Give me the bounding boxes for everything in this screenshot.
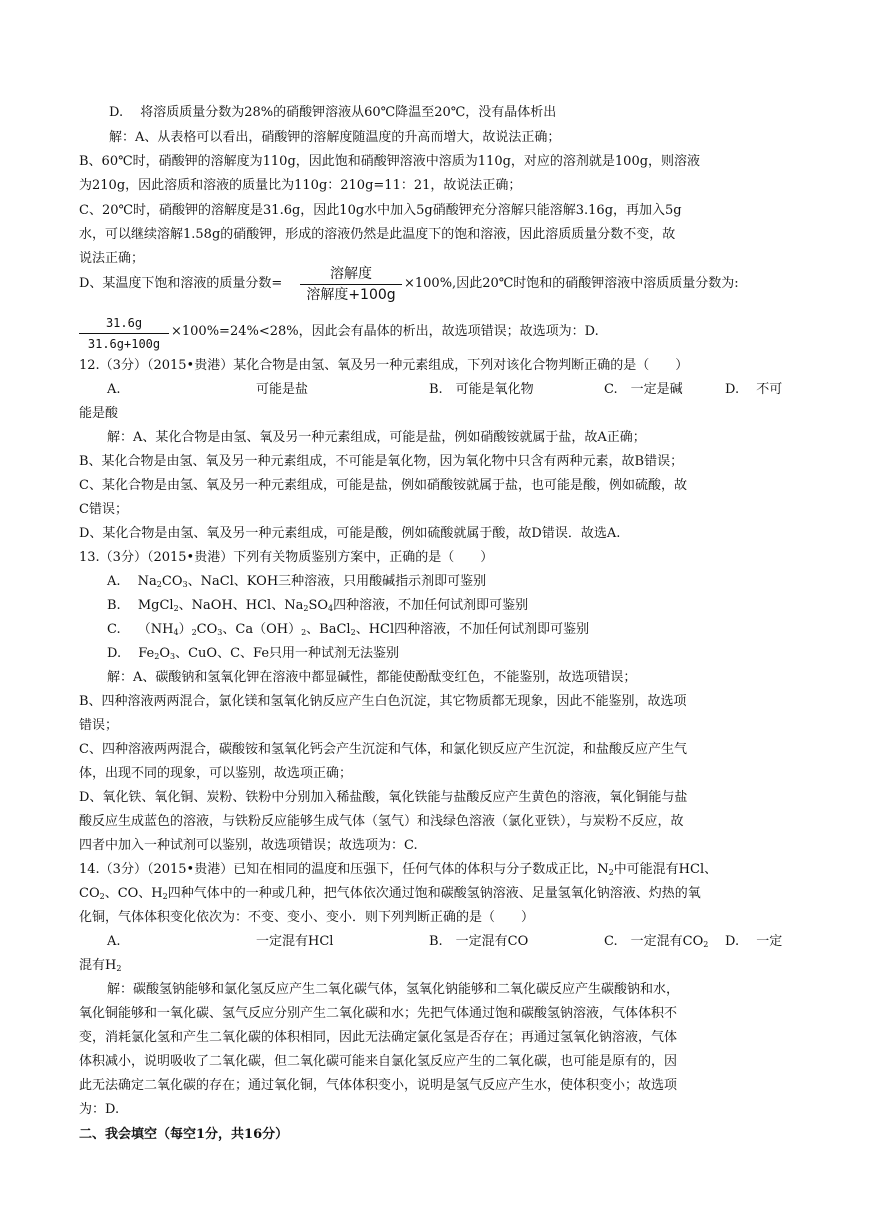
q12-options	[107, 380, 807, 400]
q13-solution-b-line2: 错误；	[79, 718, 119, 733]
q11-solution-c-line3: 说法正确；	[79, 251, 145, 266]
text: 、NaCl、KOH三种溶液，只用酸碱指示剂即可鉴别	[187, 574, 487, 589]
q13-solution-c-line1: C、四种溶液两两混合，碳酸铵和氢氧化钙会产生沉淀和气体，和氯化钡反应产生沉淀，和盐酸反应产生气	[79, 742, 687, 757]
text: 、NaOH、HCl、Na	[178, 598, 304, 613]
q11-solution-a: 解：A、从表格可以看出，硝酸钾的溶解度随温度的升高而增大，故说法正确；	[109, 130, 561, 145]
text: 四种气体中的一种或几种，把气体依次通过饱和碳酸氢钠溶液、足量氢氧化钠溶液、灼热的氧	[167, 886, 701, 901]
q12-solution-a: 解：A、某化合物是由氢、氧及另一种元素组成，可能是盐，例如硝酸铵就属于盐，故A正确；	[107, 430, 646, 445]
text: 、Ca（OH）	[222, 622, 302, 637]
q13-solution-d-line2: 酸反应生成蓝色的溶液，与铁粉反应能够生成气体（氢气）和浅绿色溶液（氯化亚铁），与炭粉不反应，故	[79, 814, 684, 829]
formula-suffix: ×100%,因此20℃时饱和的硝酸钾溶液中溶质质量分数为:	[404, 276, 739, 291]
text: ）	[178, 622, 192, 637]
q12-option-a-label: A.	[107, 382, 121, 397]
q12-solution-b: B、某化合物是由氢、氧及另一种元素组成，不可能是氧化物，因为氧化物中只含有两种元素，故B错误；	[79, 454, 684, 469]
subscript: 2	[154, 652, 160, 661]
text: SO	[308, 598, 329, 613]
q13-option-d	[107, 644, 399, 664]
text: A. Na	[107, 574, 157, 589]
q11-solution-d-line1	[79, 274, 282, 294]
q14-option-d-cont	[79, 956, 121, 976]
subscript: 2	[303, 604, 309, 613]
q14-question-line3: 化铜，气体体积变化依次为：不变、变小、变小．则下列判断正确的是（ ）	[79, 910, 535, 925]
text: O	[159, 646, 170, 661]
q14-solution-line4: 体积减小，说明吸收了二氧化碳，但二氧化碳可能来自氯化氢反应产生的二氧化碳，也可能是原有的，因	[79, 1054, 678, 1069]
subscript: 3	[182, 580, 188, 589]
text: CO	[161, 574, 183, 589]
subscript: 2	[703, 940, 709, 949]
q14-solution-line6: 为：D.	[79, 1102, 120, 1117]
q14-option-a-label: A.	[107, 934, 121, 949]
q13-question: 13.（3分）（2015•贵港）下列有关物质鉴别方案中，正确的是（ ）	[79, 550, 494, 565]
text: C. （NH	[107, 622, 174, 637]
text: CO	[79, 886, 100, 901]
q12-question: 12.（3分）（2015•贵港）某化合物是由氢、氧及另一种元素组成，下列对该化合物判断正确的是（ ）	[79, 358, 689, 373]
subscript: 3	[170, 652, 176, 661]
subscript: 2	[173, 604, 179, 613]
fraction-denominator: 31.6g+100g	[87, 337, 161, 351]
q14-question-line2	[79, 884, 701, 904]
subscript: 2	[156, 580, 162, 589]
q13-solution-d-line1: D、氧化铁、氧化铜、炭粉、铁粉中分别加入稀盐酸，氧化铁能与盐酸反应产生黄色的溶液，氧化铜能与盐	[79, 790, 688, 805]
text: 、CuO、C、Fe只用一种试剂无法鉴别	[175, 646, 400, 661]
text: 混有H	[79, 958, 117, 973]
q13-option-c	[107, 620, 589, 640]
text: 14.（3分）（2015•贵港）已知在相同的温度和压强下，任何气体的体积与分子数成正比，N	[79, 862, 609, 877]
q11-solution-c-line2: 水，可以继续溶解1.58g的硝酸钾，形成的溶液仍然是此温度下的饱和溶液，因此溶质质量分数不变，故	[79, 227, 676, 242]
q13-option-b	[107, 596, 528, 616]
text: CO	[196, 622, 218, 637]
q11-solution-c-line1: C、20℃时，硝酸钾的溶解度是31.6g，因此10g水中加入5g硝酸钾充分溶解只能溶解3.16g，再加入5g	[79, 203, 682, 218]
q14-option-a-text: 一定混有HCl	[256, 934, 334, 949]
subscript: 2	[608, 868, 614, 877]
text: B. MgCl	[107, 598, 174, 613]
q14-options	[107, 932, 807, 952]
q12-solution-c-line2: C错误；	[79, 502, 128, 517]
q14-solution-line1: 解：碳酸氢钠能够和氯化氢反应产生二氧化碳气体，氢氧化钠能够和二氧化碳反应产生碳酸钠和水，	[107, 982, 680, 997]
q11-solution-b-line2: 为210g，因此溶质和溶液的质量比为110g：210g=11：21，故说法正确；	[79, 178, 522, 193]
subscript: 2	[116, 964, 122, 973]
text: 、HCl四种溶液，不加任何试剂即可鉴别	[355, 622, 590, 637]
q12-option-d-cont: 能是酸	[79, 406, 119, 421]
subscript: 2	[191, 628, 197, 637]
q12-option-a-text: 可能是盐	[256, 382, 309, 397]
formula-prefix: D、某温度下饱和溶液的质量分数=	[79, 276, 283, 291]
q12-option-c: C. 一定是碱	[604, 382, 683, 397]
subscript: 2	[350, 628, 356, 637]
subscript: 4	[328, 604, 334, 613]
q11-solution-b-line1: B、60℃时，硝酸钾的溶解度为110g，因此饱和硝酸钾溶液中溶质为110g，对应的溶剂就是100g，则溶液	[79, 154, 701, 169]
q14-solution-line5: 此无法确定二氧化碳的存在；通过氧化铜，气体体积变小，说明是氢气反应产生水，使体积变小；故选项	[79, 1078, 678, 1093]
q12-option-b: B. 可能是氧化物	[429, 382, 534, 397]
subscript: 3	[217, 628, 223, 637]
q13-solution-b-line1: B、四种溶液两两混合，氯化镁和氢氧化钠反应产生白色沉淀，其它物质都无现象，因此不能鉴别，故选项	[79, 694, 687, 709]
section-heading: 二、我会填空（每空1分，共16分）	[79, 1127, 289, 1142]
q11-solution-d-line2: ×100%=24%<28%，因此会有晶体的析出，故选项错误；故选项为：D.	[171, 324, 599, 339]
fraction-solubility	[300, 264, 402, 305]
q13-solution-c-line2: 体，出现不同的现象，可以鉴别，故选项正确；	[79, 766, 353, 781]
q14-solution-line3: 变，消耗氯化氢和产生二氧化碳的体积相同，因此无法确定氯化氢是否存在；再通过氢氧化钠溶液，气体	[79, 1030, 678, 1045]
q12-option-d: D. 不可	[725, 382, 783, 397]
subscript: 2	[99, 892, 105, 901]
q14-question-line1	[79, 860, 717, 880]
subscript: 4	[173, 628, 179, 637]
q14-option-b: B. 一定混有CO	[429, 934, 529, 949]
text: 四种溶液，不加任何试剂即可鉴别	[333, 598, 529, 613]
text: D. Fe	[107, 646, 155, 661]
fraction-denominator: 溶解度+100g	[306, 287, 396, 303]
q14-solution-line2: 氧化铜能够和一氧化碳、氢气反应分别产生二氧化碳和水；先把气体通过饱和碳酸氢钠溶液，气体体积不	[79, 1006, 678, 1021]
text: C. 一定混有CO	[604, 934, 704, 949]
subscript: 2	[301, 628, 307, 637]
subscript: 2	[162, 892, 168, 901]
text: 、CO、H	[104, 886, 163, 901]
q13-option-a	[107, 572, 486, 592]
fraction-numerator: 溶解度	[300, 264, 402, 285]
text: 中可能混有HCl、	[613, 862, 718, 877]
fraction-numerator: 31.6g	[79, 313, 169, 334]
q12-solution-d: D、某化合物是由氢、氧及另一种元素组成，可能是酸，例如硫酸就属于酸，故D错误．故选A.	[79, 526, 621, 541]
text: 、BaCl	[306, 622, 351, 637]
q12-solution-c-line1: C、某化合物是由氢、氧及另一种元素组成，可能是盐，例如硝酸铵就属于盐，也可能是酸，例如硫酸，故	[79, 478, 687, 493]
q13-solution-d-line3: 四者中加入一种试剂可以鉴别，故选项错误；故选项为：C.	[79, 838, 418, 853]
fraction-calc	[79, 313, 169, 354]
q14-option-c	[604, 932, 708, 952]
q11-option-d: D. 将溶质质量分数为28%的硝酸钾溶液从60℃降温至20℃，没有晶体析出	[109, 105, 557, 120]
q13-solution-a: 解：A、碳酸钠和氢氧化钾在溶液中都显碱性，都能使酚酞变红色，不能鉴别，故选项错误；	[107, 670, 637, 685]
q14-option-d: D. 一定	[725, 934, 783, 949]
